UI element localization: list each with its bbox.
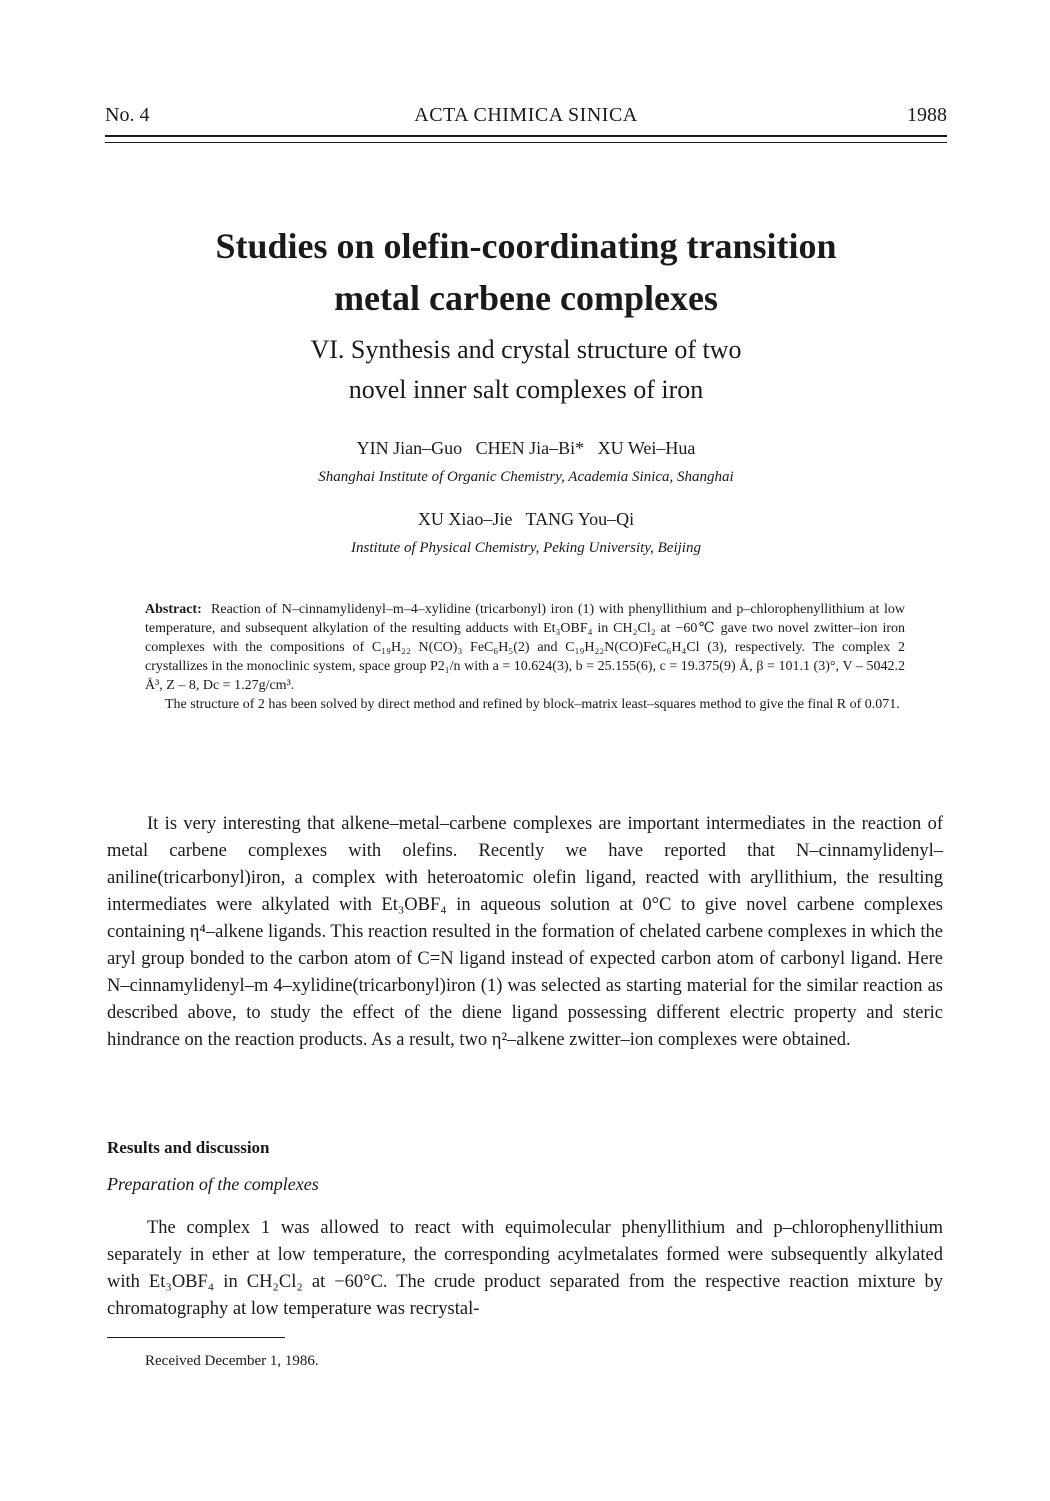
- abstract-text-1: Reaction of N–cinnamylidenyl–m–4–xylidine (tricarbonyl) iron (1) with phenyllithium and p–chlorophenyllithium at low temperature, and subsequent alkylation of the resulting adducts with Et₃OBF₄ in CH₂Cl₂ at −60℃ gave two novel zwitter–ion iron complexes with the compositions of C₁₉H₂₂ N(CO)₃ FeC₆H₅(2) and C₁₉H₂₂N(CO)FeC₆H₄Cl (3), respectively. The complex 2 crystallizes in the monoclinic system, space group P2₁/n with a = 10.624(3), b = 25.155(6), c = 19.375(9) Å, β = 101.1 (3)°, V – 5042.2 Å³, Z – 8, Dc = 1.27g/cm³.: [145, 602, 906, 693]
- header-rule-thick: [105, 135, 947, 137]
- subtitle-line-2: novel inner salt complexes of iron: [348, 375, 704, 404]
- paper-subtitle: [105, 330, 947, 410]
- received-footnote: Received December 1, 1986.: [145, 1353, 319, 1369]
- introduction: [107, 811, 943, 1054]
- abstract-label: Abstract:: [145, 602, 202, 617]
- paper-title: [105, 220, 947, 324]
- section-body: [107, 1215, 943, 1323]
- abstract-paragraph-1: [145, 600, 905, 695]
- title-line-2: metal carbene complexes: [334, 278, 718, 318]
- abstract: [145, 600, 905, 714]
- intro-paragraph: It is very interesting that alkene–metal–carbene complexes are important intermediates in the reaction of metal carbene complexes with olefins. Recently we have reported that N–cinnamylidenyl–aniline(tricarbonyl)iron, a complex with heteroatomic olefin ligand, reacted with aryllithium, the resulting intermediates were alkylated with Et₃OBF₄ in aqueous solution at 0°C to give novel carbene complexes containing η⁴–alkene ligands. This reaction resulted in the formation of chelated carbene complexes in which the aryl group bonded to the carbon atom of C=N ligand instead of expected carbon atom of carbonyl ligand. Here N–cinnamylidenyl–m 4–xylidine(tricarbonyl)iron (1) was selected as starting material for the similar reaction as described above, to study the effect of the diene ligand possessing different electric property and steric hindrance on the reaction products. As a result, two η²–alkene zwitter–ion complexes were obtained.: [107, 814, 943, 1050]
- subtitle-line-1: VI. Synthesis and crystal structure of two: [310, 335, 742, 364]
- affiliation-1: Shanghai Institute of Organic Chemistry, Academia Sinica, Shanghai: [318, 469, 734, 485]
- running-head: [105, 104, 947, 132]
- section-heading: Results and discussion: [107, 1138, 270, 1157]
- title-line-1: Studies on olefin-coordinating transition: [215, 226, 837, 266]
- header-rule-thin: [105, 142, 947, 143]
- affiliation-2: Institute of Physical Chemistry, Peking University, Beijing: [351, 540, 701, 556]
- issue-number: No. 4: [105, 104, 150, 126]
- footnote-rule: [107, 1337, 285, 1338]
- author-group-1: YIN Jian–Guo CHEN Jia–Bi* XU Wei–Hua: [356, 438, 696, 458]
- abstract-paragraph-2: The structure of 2 has been solved by direct method and refined by block–matrix least–squares method to give the final R of 0.071.: [165, 697, 900, 712]
- section-paragraph: The complex 1 was allowed to react with equimolecular phenyllithium and p–chlorophenyllithium separately in ether at low temperature, the corresponding acylmetalates formed were subsequently alkylated with Et₃OBF₄ in CH₂Cl₂ at −60°C. The crude product separated from the respective reaction mixture by chromatography at low temperature was recrystal-: [107, 1218, 943, 1319]
- subsection-heading: Preparation of the complexes: [107, 1174, 319, 1194]
- author-group-2: XU Xiao–Jie TANG You–Qi: [417, 509, 635, 529]
- publication-year: 1988: [907, 104, 947, 126]
- journal-name: ACTA CHIMICA SINICA: [414, 104, 638, 126]
